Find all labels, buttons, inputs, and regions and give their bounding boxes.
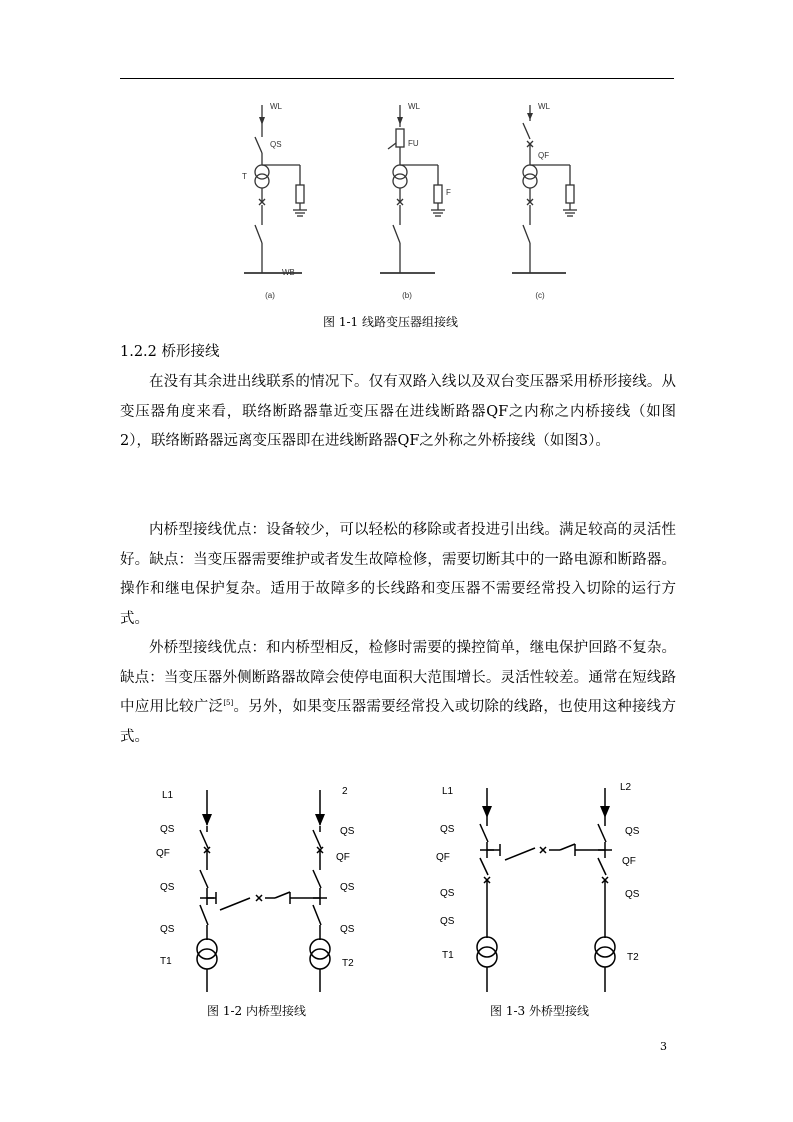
- fig1c-sublabel: (c): [535, 291, 545, 300]
- fig2-label-qs-mid-left: QS: [160, 882, 175, 893]
- fig3-label-qf-left: QF: [436, 852, 450, 863]
- figure-1-1-diagram: [230, 95, 590, 305]
- figure-1-2-diagram: [150, 770, 380, 995]
- fig1b-label-f: F: [446, 188, 451, 197]
- fig1a-label-wb: WB: [282, 268, 295, 277]
- figure-1-3-caption: 图 1-3 外桥型接线: [490, 1004, 589, 1018]
- fig1a-label-t: T: [242, 172, 247, 181]
- fig3-label-t1: T1: [442, 950, 454, 961]
- fig1b-label-fu: FU: [408, 139, 419, 148]
- fig3-label-qs-top-right: QS: [625, 826, 640, 837]
- figure-1-1-caption: 图 1-1 线路变压器组接线: [323, 315, 458, 329]
- fig1c-label-qf: QF: [538, 151, 550, 160]
- header-rule: [120, 78, 674, 79]
- fig2-label-qf-left: QF: [156, 848, 170, 859]
- paragraph-1: 在没有其余进出线联系的情况下。仅有双路入线以及双台变压器采用桥形接线。从变压器角度来看，联络断路器靠近变压器在进线断路器QF之内称之内桥接线（如图2），联络断路器远离变压器即在进线断路器QF之外称之外桥接线（如图3）。: [120, 374, 676, 449]
- figure-1-2-caption: 图 1-2 内桥型接线: [207, 1004, 306, 1018]
- fig3-label-qs-mid-left: QS: [440, 888, 455, 899]
- paragraph-2: 内桥型接线优点：设备较少，可以轻松的移除或者投进引出线。满足较高的灵活性好。缺点：当变压器需要维护或者发生故障检修，需要切断其中的一路电源和断路器。操作和继电保护复杂。适用于故障多的长线路和变压器不需要经常投入切除的运行方式。: [120, 522, 676, 627]
- fig3-label-qs-bot-left: QS: [440, 916, 455, 927]
- fig3-label-l2: L2: [620, 782, 632, 793]
- fig2-label-t1: T1: [160, 956, 172, 967]
- fig2-label-l2: 2: [342, 786, 348, 797]
- fig3-label-qf-right: QF: [622, 856, 636, 867]
- fig2-label-t2: T2: [342, 958, 354, 969]
- fig2-label-qs-top-left: QS: [160, 824, 175, 835]
- fig2-label-l1: L1: [162, 790, 174, 801]
- paragraph-3-text-end: 。另外，如果变压器需要经常投入或切除的线路，也使用这种接线方式。: [120, 699, 676, 745]
- fig1a-label-wl: WL: [270, 102, 282, 111]
- fig1b-sublabel: (b): [402, 291, 412, 300]
- fig2-label-qs-mid-right: QS: [340, 882, 355, 893]
- fig2-label-qf-right: QF: [336, 852, 350, 863]
- fig1a-sublabel: (a): [265, 291, 275, 300]
- fig3-label-l1: L1: [442, 786, 454, 797]
- fig2-label-qs-bot-left: QS: [160, 924, 175, 935]
- fig2-label-qs-bot-right: QS: [340, 924, 355, 935]
- fig2-label-qs-top-right: QS: [340, 826, 355, 837]
- citation-ref-5[interactable]: [5]: [223, 699, 234, 708]
- fig1a-label-qs: QS: [270, 140, 282, 149]
- subfig-c: [512, 105, 577, 273]
- fig3-label-qs-mid-right: QS: [625, 889, 640, 900]
- fig3-label-qs-top-left: QS: [440, 824, 455, 835]
- figure-1-3-diagram: [430, 770, 660, 995]
- paragraph-3-text: 外桥型接线优点：和内桥型相反，检修时需要的操控简单，继电保护回路不复杂。缺点：当变压器外侧断路器故障会使停电面积大范围增长。灵活性较差。通常在短线路中应用比较广泛: [120, 640, 676, 715]
- subfig-a: [244, 105, 307, 273]
- fig1c-label-wl: WL: [538, 102, 550, 111]
- fig1b-label-wl: WL: [408, 102, 420, 111]
- section-heading: 1.2.2 桥形接线: [120, 344, 220, 360]
- page-number: 3: [660, 1040, 667, 1053]
- fig3-label-t2: T2: [627, 952, 639, 963]
- paragraph-3: [120, 634, 676, 752]
- subfig-b: [380, 105, 445, 273]
